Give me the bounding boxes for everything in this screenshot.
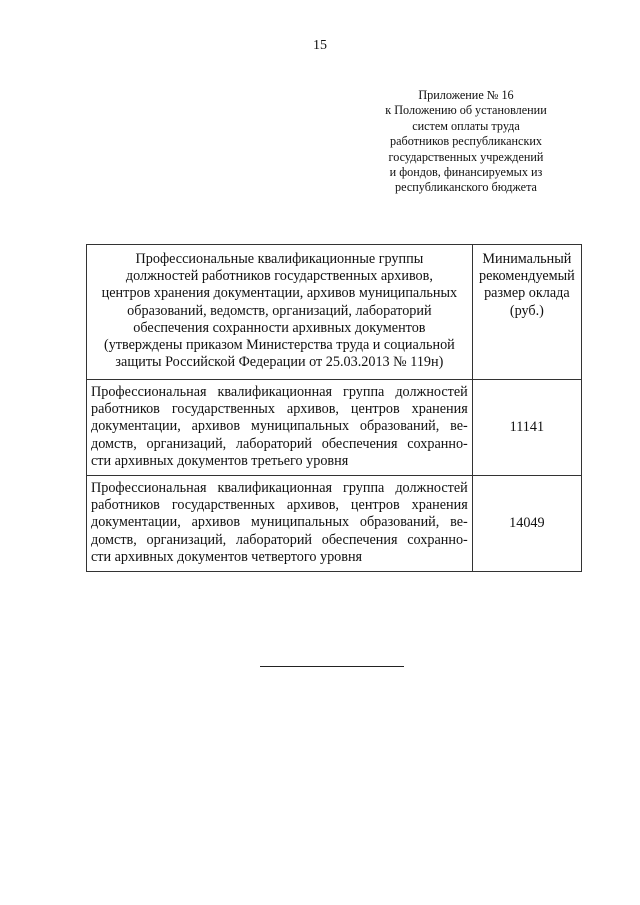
appendix-line: Приложение № 16	[418, 88, 514, 102]
header-value-line: Минимальный	[482, 251, 572, 267]
appendix-line: к Положению об установлении	[385, 103, 547, 118]
row-name-cell	[87, 476, 473, 572]
footer-divider	[260, 666, 404, 667]
row-name-line: сти архивных документов четвертого уровня	[91, 548, 363, 565]
row-name-line: сти архивных документов третьего уровня	[91, 452, 349, 469]
header-value-line: размер оклада	[484, 285, 570, 302]
row-name-cell	[87, 380, 473, 476]
row-name-line: домств, организаций, лабораторий обеспечения сохранно-	[91, 531, 468, 548]
header-name-line: образований, ведомств, организаций, лабораторий	[127, 302, 432, 319]
appendix-line: государственных учреждений	[388, 149, 544, 164]
header-name-line: центров хранения документации, архивов муниципальных	[101, 285, 458, 302]
salary-table	[86, 244, 582, 572]
table-row	[87, 380, 582, 476]
row-value-cell: 11141	[472, 380, 581, 476]
header-name-line: Профессиональные квалификационные группы	[135, 251, 424, 267]
table-row	[87, 476, 582, 572]
appendix-line: работников республиканских	[390, 134, 542, 149]
row-name-line: документации, архивов муниципальных образований, ве-	[91, 418, 468, 435]
row-name-line: Профессиональная квалификационная группа должностей	[91, 384, 468, 400]
row-name-line: домств, организаций, лабораторий обеспечения сохранно-	[91, 435, 468, 452]
appendix-line: республиканского бюджета	[395, 180, 537, 195]
table-header-row	[87, 245, 582, 380]
header-name-cell	[87, 245, 473, 380]
header-value-line: (руб.)	[509, 302, 544, 319]
row-name-line: работников государственных архивов, центров хранения	[91, 497, 468, 514]
header-name-line: защиты Российской Федерации от 25.03.2013 № 119н)	[115, 354, 444, 371]
header-value-cell	[472, 245, 581, 380]
row-value-cell: 14049	[472, 476, 581, 572]
appendix-heading	[376, 88, 556, 196]
row-name-line: работников государственных архивов, центров хранения	[91, 401, 468, 418]
header-name-line: должностей работников государственных архивов,	[125, 268, 433, 285]
header-name-line: (утверждены приказом Министерства труда и социальной	[103, 337, 455, 354]
appendix-line: систем оплаты труда	[412, 118, 520, 133]
page-number: 15	[313, 38, 327, 53]
row-name-line: документации, архивов муниципальных образований, ве-	[91, 514, 468, 531]
header-name-line: обеспечения сохранности архивных документов	[133, 319, 426, 336]
header-value-line: рекомендуемый	[478, 268, 575, 285]
row-name-line: Профессиональная квалификационная группа должностей	[91, 480, 468, 497]
appendix-line: и фондов, финансируемых из	[389, 165, 543, 180]
